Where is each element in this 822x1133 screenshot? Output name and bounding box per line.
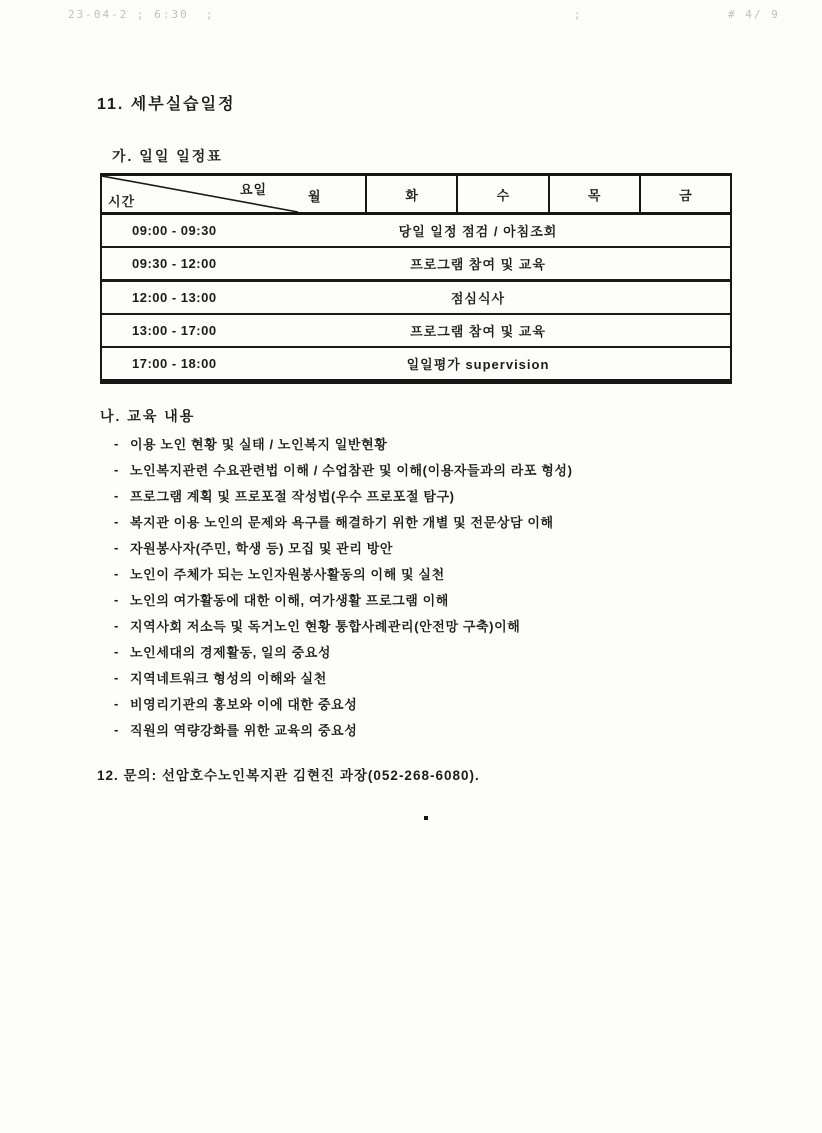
bullet-dash: - (114, 513, 119, 529)
list-item-text: 자원봉사자(주민, 학생 등) 모집 및 관리 방안 (130, 540, 394, 556)
bullet-dash: - (114, 721, 119, 737)
list-item-text: 노인이 주체가 되는 노인자원봉사활동의 이해 및 실천 (130, 566, 445, 582)
bullet-dash: - (114, 695, 119, 711)
scan-artifact-dot (424, 816, 428, 820)
education-item-list (114, 430, 734, 742)
list-item (114, 690, 734, 716)
list-item-text: 직원의 역량강화를 위한 교육의 중요성 (130, 722, 358, 738)
list-item-text: 프로그램 계획 및 프로포절 작성법(우수 프로포절 탐구) (130, 488, 455, 504)
list-item (114, 534, 734, 560)
list-item-text: 지역사회 저소득 및 독거노인 현황 통합사례관리(안전망 구축)이해 (130, 618, 521, 634)
list-item (114, 560, 734, 586)
fax-timestamp: 23-04-2 ; 6:30 ; (68, 8, 215, 21)
list-item-text: 비영리기관의 홍보와 이에 대한 중요성 (130, 696, 358, 712)
activity: 당일 일정 점검 / 아침조회 (398, 224, 558, 239)
bullet-dash: - (114, 669, 119, 685)
time-slot: 09:30 - 12:00 (132, 256, 217, 271)
bullet-dash: - (114, 539, 119, 555)
list-item-text: 복지관 이용 노인의 문제와 욕구를 해결하기 위한 개별 및 전문상담 이해 (130, 514, 554, 530)
bullet-dash: - (114, 591, 119, 607)
corner-cell-time-day (102, 176, 365, 212)
table-row (102, 348, 730, 379)
table-row (102, 315, 730, 348)
header-col-monday: 월 (308, 189, 321, 204)
time-slot: 17:00 - 18:00 (132, 356, 217, 371)
fax-page-number: # 4/ 9 (728, 8, 780, 21)
bullet-dash: - (114, 461, 119, 477)
header-col-friday: 금 (639, 176, 730, 212)
table-row (102, 248, 730, 282)
bullet-dash: - (114, 617, 119, 633)
table-header-row (102, 176, 730, 215)
activity: 프로그램 참여 및 교육 (410, 257, 546, 272)
header-col-wednesday: 수 (456, 176, 547, 212)
activity: 프로그램 참여 및 교육 (410, 324, 546, 339)
activity: 점심식사 (450, 291, 506, 306)
activity: 일일평가 supervision (406, 357, 550, 372)
list-item (114, 430, 734, 456)
time-slot: 13:00 - 17:00 (132, 323, 217, 338)
list-item-text: 지역네트워크 형성의 이해와 실천 (130, 670, 327, 686)
list-item-text: 이용 노인 현황 및 실태 / 노인복지 일반현황 (130, 436, 388, 452)
bullet-dash: - (114, 565, 119, 581)
list-item (114, 638, 734, 664)
list-item-text: 노인복지관련 수요관련법 이해 / 수업참관 및 이해(이용자들과의 라포 형성) (130, 462, 573, 478)
list-item (114, 482, 734, 508)
list-item (114, 586, 734, 612)
header-col-tuesday: 화 (365, 176, 456, 212)
schedule-section-heading: 가. 일일 일정표 (112, 148, 223, 164)
list-item (114, 456, 734, 482)
time-slot: 09:00 - 09:30 (132, 223, 217, 238)
fax-separator: ; (574, 8, 583, 21)
list-item-text: 노인의 여가활동에 대한 이해, 여가생활 프로그램 이해 (130, 592, 449, 608)
header-col-thursday: 목 (548, 176, 639, 212)
education-section-heading: 나. 교육 내용 (100, 408, 196, 424)
list-item (114, 664, 734, 690)
page-title: 11. 세부실습일정 (97, 96, 236, 113)
list-item-text: 노인세대의 경제활동, 일의 중요성 (130, 644, 332, 660)
list-item (114, 508, 734, 534)
table-row (102, 215, 730, 248)
list-item (114, 716, 734, 742)
header-label-day: 요일 (240, 182, 268, 197)
time-slot: 12:00 - 13:00 (132, 290, 217, 305)
daily-schedule-table (100, 173, 732, 384)
header-label-time: 시간 (108, 194, 136, 209)
bullet-dash: - (114, 643, 119, 659)
diagonal-divider (102, 176, 365, 212)
contact-info: 12. 문의: 선암호수노인복지관 김현진 과장(052-268-6080). (97, 768, 480, 783)
bullet-dash: - (114, 435, 119, 451)
list-item (114, 612, 734, 638)
bullet-dash: - (114, 487, 119, 503)
table-row (102, 282, 730, 315)
